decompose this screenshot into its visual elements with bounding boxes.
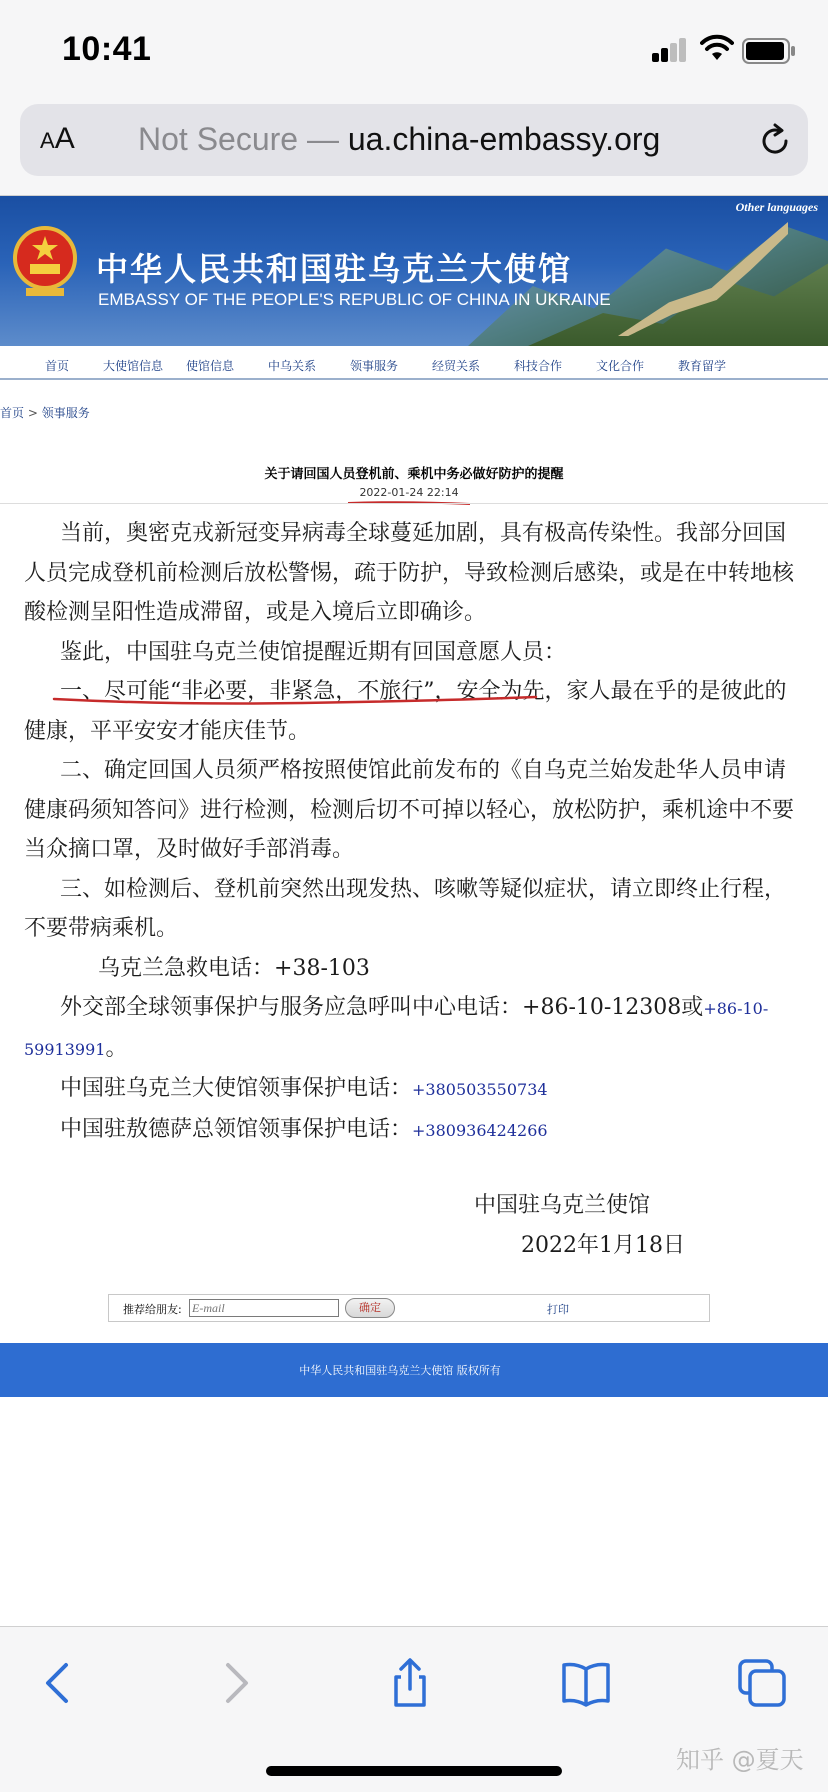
email-input[interactable]	[189, 1299, 339, 1317]
red-underline-annotation-2	[52, 693, 538, 709]
odessa-number[interactable]: +380936424266	[412, 1120, 548, 1140]
wifi-icon	[700, 34, 734, 62]
embassy-banner	[0, 196, 828, 346]
breadcrumb	[0, 404, 90, 421]
copyright-text: 中华人民共和国驻乌克兰大使馆 版权所有	[299, 1364, 501, 1377]
other-languages-link[interactable]: Other languages	[735, 200, 818, 214]
paragraph-4: 二、确定回国人员须严格按照使馆此前发布的《自乌克兰始发赴华人员申请健康码须知答问》进行检测，检测后切不可掉以轻心，放松防护，乘机途中不要当众摘口罩，及时做好手部消毒。	[24, 758, 795, 862]
zhihu-watermark: 知乎 @夏天	[676, 1746, 804, 1774]
paragraph-3: 一、尽可能“非必要，非紧急，不旅行”，安全为先，家人最在乎的是彼此的健康，平平安安才能庆佳节。	[24, 679, 787, 744]
mfa-end: 。	[105, 1035, 128, 1061]
tabs-icon[interactable]	[736, 1657, 788, 1709]
url-text[interactable]	[138, 121, 660, 158]
emergency-line	[24, 949, 804, 989]
status-time: 10:41	[62, 30, 152, 68]
nav-embassy-info[interactable]: 大使馆信息	[103, 359, 164, 373]
emergency-label: 乌克兰急救电话：	[98, 955, 275, 981]
mfa-line	[24, 988, 804, 1069]
breadcrumb-section[interactable]: 领事服务	[41, 406, 90, 420]
signature: 中国驻乌克兰使馆	[474, 1193, 651, 1218]
forward-icon[interactable]	[210, 1657, 262, 1709]
sign-date: 2022年1月18日	[521, 1233, 685, 1258]
title-divider	[0, 503, 828, 504]
paragraph-5: 三、如检测后、登机前突然出现发热、咳嗽等疑似症状，请立即终止行程，不要带病乘机。	[24, 876, 787, 941]
article-body	[24, 514, 804, 1150]
breadcrumb-home[interactable]: 首页	[0, 406, 25, 420]
nav-consular[interactable]: 领事服务	[350, 359, 399, 373]
banner-title: 中华人民共和国驻乌克兰大使馆	[96, 250, 573, 288]
status-bar	[0, 0, 828, 96]
battery-icon	[742, 38, 796, 64]
mfa-number-1: +86-10-12308	[522, 995, 682, 1020]
recommend-box	[108, 1294, 710, 1322]
reload-icon[interactable]	[756, 122, 794, 160]
not-secure-label: Not Secure —	[138, 121, 348, 157]
back-icon[interactable]	[34, 1657, 86, 1709]
home-indicator[interactable]	[266, 1766, 562, 1776]
address-bar[interactable]	[20, 104, 808, 176]
nav-mission-info[interactable]: 使馆信息	[186, 359, 235, 373]
article-title: 关于请回国人员登机前、乘机中务必做好防护的提醒	[264, 467, 564, 482]
nav-science[interactable]: 科技合作	[514, 359, 563, 373]
paragraph-1: 当前，奥密克戎新冠变异病毒全球蔓延加剧，具有极高传染性。我部分回国人员完成登机前检测后放松警惕，疏于防护，导致检测后感染，或是在中转地核酸检测呈阳性造成滞留，或是入境后立即确诊。	[24, 521, 795, 625]
bookmarks-icon[interactable]	[560, 1657, 612, 1709]
breadcrumb-separator: >	[24, 406, 42, 420]
print-link[interactable]: 打印	[547, 1303, 569, 1316]
nav-culture[interactable]: 文化合作	[596, 359, 645, 373]
paragraph-2: 鉴此，中国驻乌克兰使馆提醒近期有回国意愿人员：	[60, 639, 567, 665]
main-nav	[0, 350, 828, 380]
confirm-button[interactable]: 确定	[345, 1298, 395, 1318]
mfa-or: 或	[681, 995, 704, 1020]
embassy-label: 中国驻乌克兰大使馆领事保护电话：	[60, 1076, 413, 1101]
mfa-label: 外交部全球领事保护与服务应急呼叫中心电话：	[60, 995, 523, 1020]
recommend-label: 推荐给朋友:	[123, 1303, 182, 1316]
signal-icon	[652, 38, 688, 62]
national-emblem-icon	[12, 218, 78, 306]
article-date: 2022-01-24 22:14	[359, 486, 459, 499]
nav-home[interactable]: 首页	[45, 359, 70, 373]
emergency-number: +38-103	[274, 955, 370, 981]
share-icon[interactable]	[384, 1657, 436, 1709]
odessa-label: 中国驻敖德萨总领馆领事保护电话：	[60, 1116, 413, 1142]
nav-education[interactable]: 教育留学	[678, 359, 727, 373]
odessa-line	[24, 1110, 804, 1151]
site-footer	[0, 1343, 828, 1397]
embassy-number[interactable]: +380503550734	[412, 1080, 548, 1099]
nav-trade[interactable]: 经贸关系	[432, 359, 481, 373]
browser-toolbar	[0, 96, 828, 196]
embassy-line	[24, 1069, 804, 1110]
banner-subtitle: EMBASSY OF THE PEOPLE'S REPUBLIC OF CHINA IN UKRAINE	[98, 290, 611, 309]
mfa-number-2[interactable]: +86-10-59913991	[24, 999, 769, 1059]
nav-relations[interactable]: 中乌关系	[268, 359, 317, 373]
url-domain: ua.china-embassy.org	[347, 121, 661, 157]
text-size-button[interactable]: AA	[40, 122, 75, 155]
